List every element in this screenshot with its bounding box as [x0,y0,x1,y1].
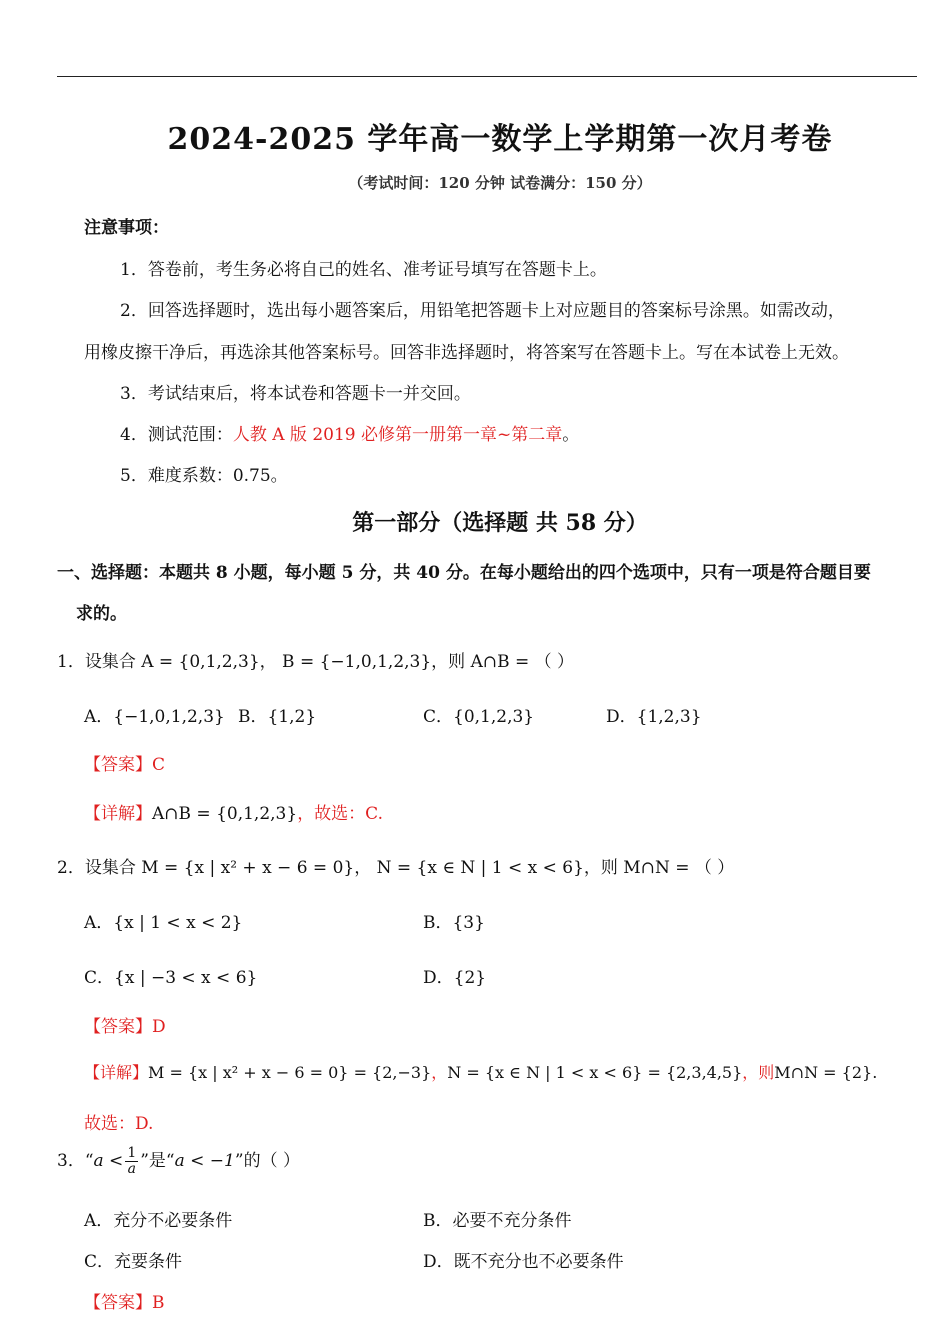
note-3: 3．考试结束后，将本试卷和答题卡一并交回。 [120,384,471,404]
detail-label: 【详解】 [84,1063,149,1082]
exam-title: 2024-2025 学年高一数学上学期第一次月考卷 [167,122,833,157]
answer-label: 【答案】 [84,755,152,775]
answer-label: 【答案】 [84,1017,152,1037]
answer-value: B [152,1293,165,1313]
q3-option-c: C．充要条件 [84,1252,183,1272]
note-4-prefix: 4．测试范围： [120,425,233,445]
q3-stem [57,1146,300,1177]
note-2-line-2: 用橡皮擦干净后，再选涂其他答案标号。回答非选择题时，将答案写在答题卡上。写在本试卷上无效。 [84,343,849,363]
answer-value: D [152,1017,166,1037]
note-2-line-1: 2．回答选择题时，选出每小题答案后，用铅笔把答题卡上对应题目的答案标号涂黑。如需改动， [120,301,845,321]
detail-set-n: N = {x ∈ N | 1 < x < 6} = {2,3,4,5} [447,1063,743,1082]
q2-answer [84,1012,166,1037]
section-title: 第一部分（选择题 共 58 分） [352,510,648,536]
q3-option-b: B．必要不充分条件 [423,1211,572,1231]
fraction-numerator: 1 [127,1145,137,1162]
q1-option-c: C．{0,1,2,3} [423,707,535,727]
q1-option-b: B．{1,2} [238,707,317,727]
note-4 [120,420,579,445]
q3-option-a: A．充分不必要条件 [84,1211,233,1231]
note-4-suffix: 。 [562,425,580,445]
q2-option-d: D．{2} [423,968,487,988]
answer-label: 【答案】 [84,1293,152,1313]
q1-detail [84,799,383,824]
q3-suffix: ”的（ ） [234,1151,300,1171]
note-5: 5．难度系数：0.75。 [120,466,288,486]
detail-set-m: M = {x | x² + x − 6 = 0} = {2,−3} [148,1063,432,1082]
q3-answer [84,1288,165,1313]
detail-then: ，则 [742,1063,775,1082]
q2-option-c: C．{x | −3 < x < 6} [84,968,258,988]
part-instructions-line-1: 一、选择题：本题共 8 小题，每小题 5 分，共 40 分。在每小题给出的四个选项中，只有一项是符合题目要 [57,563,871,583]
detail-tail: ，故选：C. [297,804,383,824]
q2-stem: 2．设集合 M = {x | x² + x − 6 = 0}， N = {x ∈ N | 1 < x < 6}，则 M∩N = （ ） [57,858,735,878]
q1-option-d: D．{1,2,3} [606,707,702,727]
q1-stem: 1．设集合 A = {0,1,2,3}， B = {−1,0,1,2,3}，则 A∩B = （ ） [57,652,575,672]
header-rule [57,76,917,77]
q3-option-d: D．既不充分也不必要条件 [423,1252,624,1272]
q2-option-b: B．{3} [423,913,485,933]
detail-math: A∩B = {0,1,2,3} [152,804,298,824]
answer-value: C [152,755,166,775]
q1-answer [84,750,165,775]
test-range: 人教 A 版 2019 必修第一册第一章~第二章 [232,425,563,445]
q3-lhs: a < [93,1151,124,1171]
part-instructions-line-2: 求的。 [76,604,127,624]
q3-mid: ”是“ [140,1151,175,1171]
detail-separator: ， [431,1063,448,1082]
q3-fraction [125,1146,138,1176]
q2-conclusion: 故选：D. [84,1114,154,1134]
q3-rhs: a < −1 [174,1151,235,1171]
fraction-denominator: a [127,1161,136,1177]
note-1: 1．答卷前，考生务必将自己的姓名、准考证号填写在答题卡上。 [120,260,607,280]
q1-option-a: A．{−1,0,1,2,3} [84,707,225,727]
q2-option-a: A．{x | 1 < x < 2} [84,913,243,933]
detail-result: M∩N = {2}. [774,1063,878,1082]
q3-prefix: 3．“ [57,1151,94,1171]
exam-subtitle: （考试时间：120 分钟 试卷满分：150 分） [348,174,652,192]
q2-detail [84,1060,877,1083]
detail-label: 【详解】 [84,804,152,824]
notes-heading: 注意事项： [84,218,169,238]
